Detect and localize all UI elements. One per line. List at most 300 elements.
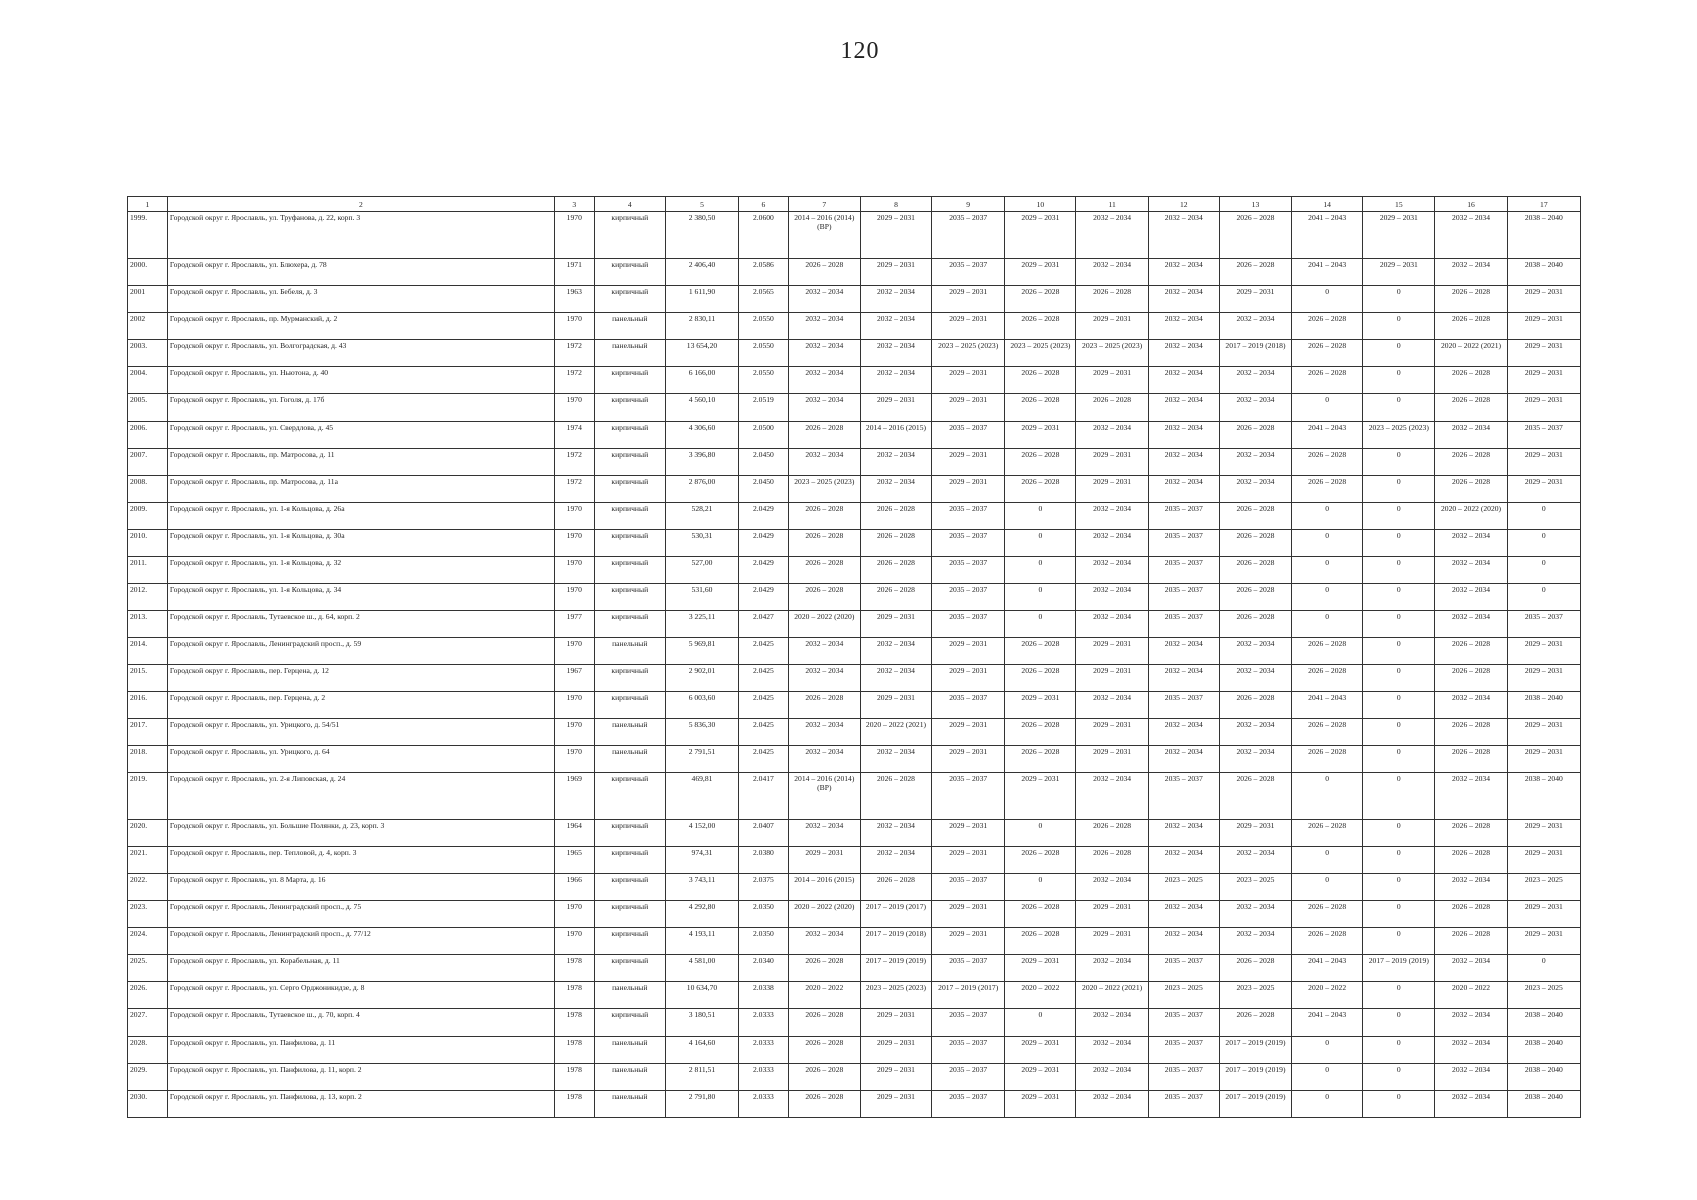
work-period-cell: 2029 – 2031 xyxy=(860,212,931,259)
work-period-cell: 2026 – 2028 xyxy=(1219,212,1291,259)
work-period-cell: 2032 – 2034 xyxy=(1076,421,1148,448)
address-cell: Городской округ г. Ярославль, ул. Большие Полянки, д. 23, корп. 3 xyxy=(167,820,554,847)
work-period-cell: 2035 – 2037 xyxy=(1148,691,1219,718)
work-period-cell: 0 xyxy=(1292,874,1363,901)
work-period-cell: 2032 – 2034 xyxy=(1435,1063,1507,1090)
work-period-cell: 2026 – 2028 xyxy=(1005,718,1076,745)
work-period-cell: 2029 – 2031 xyxy=(860,1090,931,1117)
work-period-cell: 2026 – 2028 xyxy=(1076,847,1148,874)
table-row xyxy=(128,529,1581,556)
area-cell: 6 166,00 xyxy=(665,367,738,394)
work-period-cell: 2032 – 2034 xyxy=(1435,610,1507,637)
row-number-cell: 2026. xyxy=(128,982,168,1009)
table-row xyxy=(128,928,1581,955)
work-period-cell: 2029 – 2031 xyxy=(1219,820,1291,847)
work-period-cell: 0 xyxy=(1363,718,1435,745)
work-period-cell: 0 xyxy=(1363,394,1435,421)
wall-material-cell: панельный xyxy=(594,340,665,367)
work-period-cell: 2026 – 2028 xyxy=(1005,637,1076,664)
address-cell: Городской округ г. Ярославль, Ленинградский просп., д. 77/12 xyxy=(167,928,554,955)
work-period-cell: 2032 – 2034 xyxy=(1076,1090,1148,1117)
table-row xyxy=(128,394,1581,421)
row-number-cell: 2027. xyxy=(128,1009,168,1036)
address-cell: Городской округ г. Ярославль, ул. Блюхера, д. 78 xyxy=(167,259,554,286)
work-period-cell: 2026 – 2028 xyxy=(1292,901,1363,928)
row-number-cell: 2004. xyxy=(128,367,168,394)
work-period-cell: 2032 – 2034 xyxy=(1148,421,1219,448)
work-period-cell: 2029 – 2031 xyxy=(932,448,1005,475)
row-number-cell: 2015. xyxy=(128,664,168,691)
work-period-cell: 2029 – 2031 xyxy=(860,1036,931,1063)
table-row xyxy=(128,259,1581,286)
work-period-cell: 0 xyxy=(1363,928,1435,955)
work-period-cell: 2029 – 2031 xyxy=(1076,448,1148,475)
work-period-cell: 2035 – 2037 xyxy=(1148,1090,1219,1117)
work-period-cell: 0 xyxy=(1507,955,1580,982)
work-period-cell: 2017 – 2019 (2019) xyxy=(860,955,931,982)
work-period-cell: 0 xyxy=(1363,820,1435,847)
work-period-cell: 0 xyxy=(1363,874,1435,901)
work-period-cell: 2023 – 2025 xyxy=(1507,982,1580,1009)
row-number-cell: 1999. xyxy=(128,212,168,259)
year-cell: 1978 xyxy=(554,1063,594,1090)
work-period-cell: 2032 – 2034 xyxy=(788,448,860,475)
work-period-cell: 2032 – 2034 xyxy=(860,820,931,847)
work-period-cell: 2032 – 2034 xyxy=(1219,448,1291,475)
work-period-cell: 2035 – 2037 xyxy=(1148,1009,1219,1036)
work-period-cell: 2041 – 2043 xyxy=(1292,259,1363,286)
work-period-cell: 2032 – 2034 xyxy=(860,367,931,394)
area-cell: 2 830,11 xyxy=(665,313,738,340)
work-period-cell: 2026 – 2028 xyxy=(860,772,931,819)
work-period-cell: 2020 – 2022 (2021) xyxy=(860,718,931,745)
work-period-cell: 2026 – 2028 xyxy=(1005,313,1076,340)
wall-material-cell: кирпичный xyxy=(594,286,665,313)
row-number-cell: 2016. xyxy=(128,691,168,718)
work-period-cell: 0 xyxy=(1292,1090,1363,1117)
work-period-cell: 0 xyxy=(1363,448,1435,475)
work-period-cell: 2035 – 2037 xyxy=(932,610,1005,637)
work-period-cell: 0 xyxy=(1005,583,1076,610)
area-cell: 4 581,00 xyxy=(665,955,738,982)
work-period-cell: 0 xyxy=(1363,610,1435,637)
table-body xyxy=(128,212,1581,1118)
work-period-cell: 2026 – 2028 xyxy=(1292,340,1363,367)
work-period-cell: 2035 – 2037 xyxy=(1148,556,1219,583)
work-period-cell: 2032 – 2034 xyxy=(1148,664,1219,691)
address-cell: Городской округ г. Ярославль, ул. Серго Орджоникидзе, д. 8 xyxy=(167,982,554,1009)
work-period-cell: 2032 – 2034 xyxy=(1076,529,1148,556)
year-cell: 1972 xyxy=(554,367,594,394)
coefficient-cell: 2.0427 xyxy=(739,610,789,637)
row-number-cell: 2030. xyxy=(128,1090,168,1117)
work-period-cell: 2038 – 2040 xyxy=(1507,1009,1580,1036)
work-period-cell: 2032 – 2034 xyxy=(1148,718,1219,745)
work-period-cell: 0 xyxy=(1363,502,1435,529)
work-period-cell: 2032 – 2034 xyxy=(788,313,860,340)
area-cell: 4 306,60 xyxy=(665,421,738,448)
work-period-cell: 2032 – 2034 xyxy=(1435,259,1507,286)
work-period-cell: 2035 – 2037 xyxy=(1148,610,1219,637)
year-cell: 1972 xyxy=(554,475,594,502)
housing-repair-schedule-table xyxy=(127,196,1581,1118)
row-number-cell: 2014. xyxy=(128,637,168,664)
work-period-cell: 2029 – 2031 xyxy=(1005,955,1076,982)
work-period-cell: 2026 – 2028 xyxy=(860,583,931,610)
wall-material-cell: панельный xyxy=(594,1090,665,1117)
year-cell: 1970 xyxy=(554,556,594,583)
work-period-cell: 0 xyxy=(1363,745,1435,772)
work-period-cell: 2032 – 2034 xyxy=(1148,448,1219,475)
work-period-cell: 2023 – 2025 (2023) xyxy=(932,340,1005,367)
work-period-cell: 2029 – 2031 xyxy=(1219,286,1291,313)
coefficient-cell: 2.0586 xyxy=(739,259,789,286)
work-period-cell: 2029 – 2031 xyxy=(1507,475,1580,502)
work-period-cell: 2032 – 2034 xyxy=(1435,1036,1507,1063)
table-row xyxy=(128,448,1581,475)
work-period-cell: 0 xyxy=(1005,556,1076,583)
address-cell: Городской округ г. Ярославль, ул. Урицкого, д. 64 xyxy=(167,745,554,772)
column-header: 1 xyxy=(128,197,168,212)
work-period-cell: 2026 – 2028 xyxy=(1435,367,1507,394)
coefficient-cell: 2.0333 xyxy=(739,1009,789,1036)
work-period-cell: 2029 – 2031 xyxy=(932,718,1005,745)
work-period-cell: 2035 – 2037 xyxy=(1148,955,1219,982)
work-period-cell: 2032 – 2034 xyxy=(788,394,860,421)
address-cell: Городской округ г. Ярославль, ул. Волгоградская, д. 43 xyxy=(167,340,554,367)
work-period-cell: 2029 – 2031 xyxy=(1363,212,1435,259)
work-period-cell: 2032 – 2034 xyxy=(788,340,860,367)
work-period-cell: 2032 – 2034 xyxy=(1148,820,1219,847)
work-period-cell: 0 xyxy=(1363,1036,1435,1063)
coefficient-cell: 2.0425 xyxy=(739,664,789,691)
work-period-cell: 2026 – 2028 xyxy=(1292,448,1363,475)
work-period-cell: 2029 – 2031 xyxy=(932,820,1005,847)
work-period-cell: 2026 – 2028 xyxy=(1005,475,1076,502)
work-period-cell: 2035 – 2037 xyxy=(1148,772,1219,819)
address-cell: Городской округ г. Ярославль, Ленинградский просп., д. 59 xyxy=(167,637,554,664)
work-period-cell: 2032 – 2034 xyxy=(1435,583,1507,610)
work-period-cell: 2023 – 2025 xyxy=(1148,874,1219,901)
year-cell: 1967 xyxy=(554,664,594,691)
work-period-cell: 0 xyxy=(1005,874,1076,901)
work-period-cell: 2017 – 2019 (2019) xyxy=(1219,1036,1291,1063)
wall-material-cell: кирпичный xyxy=(594,421,665,448)
work-period-cell: 2029 – 2031 xyxy=(1005,259,1076,286)
work-period-cell: 2038 – 2040 xyxy=(1507,772,1580,819)
row-number-cell: 2020. xyxy=(128,820,168,847)
work-period-cell: 2026 – 2028 xyxy=(1005,448,1076,475)
area-cell: 3 180,51 xyxy=(665,1009,738,1036)
work-period-cell: 2017 – 2019 (2017) xyxy=(860,901,931,928)
work-period-cell: 2020 – 2022 (2021) xyxy=(1435,340,1507,367)
work-period-cell: 2023 – 2025 (2023) xyxy=(1363,421,1435,448)
work-period-cell: 2023 – 2025 (2023) xyxy=(1076,340,1148,367)
work-period-cell: 2029 – 2031 xyxy=(932,847,1005,874)
wall-material-cell: кирпичный xyxy=(594,928,665,955)
column-header: 9 xyxy=(932,197,1005,212)
work-period-cell: 2032 – 2034 xyxy=(1219,637,1291,664)
work-period-cell: 2029 – 2031 xyxy=(860,1063,931,1090)
table-row xyxy=(128,212,1581,259)
coefficient-cell: 2.0450 xyxy=(739,448,789,475)
wall-material-cell: кирпичный xyxy=(594,610,665,637)
row-number-cell: 2011. xyxy=(128,556,168,583)
work-period-cell: 2026 – 2028 xyxy=(1292,367,1363,394)
year-cell: 1972 xyxy=(554,448,594,475)
work-period-cell: 2023 – 2025 xyxy=(1219,874,1291,901)
coefficient-cell: 2.0407 xyxy=(739,820,789,847)
table-row xyxy=(128,556,1581,583)
work-period-cell: 2029 – 2031 xyxy=(1005,1090,1076,1117)
work-period-cell: 2029 – 2031 xyxy=(1076,928,1148,955)
work-period-cell: 2026 – 2028 xyxy=(1292,820,1363,847)
work-period-cell: 2035 – 2037 xyxy=(932,259,1005,286)
coefficient-cell: 2.0333 xyxy=(739,1063,789,1090)
work-period-cell: 2032 – 2034 xyxy=(860,745,931,772)
work-period-cell: 2032 – 2034 xyxy=(1148,637,1219,664)
table-row xyxy=(128,847,1581,874)
row-number-cell: 2001 xyxy=(128,286,168,313)
work-period-cell: 2032 – 2034 xyxy=(1076,874,1148,901)
work-period-cell: 2026 – 2028 xyxy=(1005,664,1076,691)
wall-material-cell: кирпичный xyxy=(594,874,665,901)
work-period-cell: 0 xyxy=(1363,340,1435,367)
area-cell: 10 634,70 xyxy=(665,982,738,1009)
work-period-cell: 2029 – 2031 xyxy=(1507,664,1580,691)
work-period-cell: 2029 – 2031 xyxy=(932,901,1005,928)
column-header: 6 xyxy=(739,197,789,212)
work-period-cell: 2026 – 2028 xyxy=(1435,637,1507,664)
work-period-cell: 0 xyxy=(1363,691,1435,718)
area-cell: 3 396,80 xyxy=(665,448,738,475)
work-period-cell: 2026 – 2028 xyxy=(1005,928,1076,955)
address-cell: Городской округ г. Ярославль, ул. Панфилова, д. 11, корп. 2 xyxy=(167,1063,554,1090)
work-period-cell: 2026 – 2028 xyxy=(788,529,860,556)
row-number-cell: 2024. xyxy=(128,928,168,955)
work-period-cell: 2029 – 2031 xyxy=(1076,718,1148,745)
work-period-cell: 2029 – 2031 xyxy=(1507,928,1580,955)
work-period-cell: 2029 – 2031 xyxy=(1507,820,1580,847)
address-cell: Городской округ г. Ярославль, пер. Герцена, д. 12 xyxy=(167,664,554,691)
table-row xyxy=(128,583,1581,610)
work-period-cell: 0 xyxy=(1292,610,1363,637)
work-period-cell: 2032 – 2034 xyxy=(1148,286,1219,313)
work-period-cell: 0 xyxy=(1292,1063,1363,1090)
work-period-cell: 2032 – 2034 xyxy=(860,475,931,502)
table-row xyxy=(128,1009,1581,1036)
address-cell: Городской округ г. Ярославль, пр. Мурманский, д. 2 xyxy=(167,313,554,340)
work-period-cell: 2029 – 2031 xyxy=(932,664,1005,691)
area-cell: 974,31 xyxy=(665,847,738,874)
work-period-cell: 2029 – 2031 xyxy=(932,313,1005,340)
work-period-cell: 2026 – 2028 xyxy=(1219,529,1291,556)
work-period-cell: 2026 – 2028 xyxy=(860,529,931,556)
address-cell: Городской округ г. Ярославль, ул. 1-я Кольцова, д. 34 xyxy=(167,583,554,610)
work-period-cell: 2026 – 2028 xyxy=(1435,664,1507,691)
work-period-cell: 2032 – 2034 xyxy=(1219,394,1291,421)
area-cell: 2 791,51 xyxy=(665,745,738,772)
year-cell: 1974 xyxy=(554,421,594,448)
work-period-cell: 0 xyxy=(1005,610,1076,637)
work-period-cell: 2026 – 2028 xyxy=(788,556,860,583)
work-period-cell: 2029 – 2031 xyxy=(1076,664,1148,691)
work-period-cell: 0 xyxy=(1292,394,1363,421)
work-period-cell: 0 xyxy=(1292,286,1363,313)
table-header-row xyxy=(128,197,1581,212)
table-row xyxy=(128,340,1581,367)
address-cell: Городской округ г. Ярославль, ул. 2-я Липовская, д. 24 xyxy=(167,772,554,819)
work-period-cell: 2035 – 2037 xyxy=(932,502,1005,529)
coefficient-cell: 2.0375 xyxy=(739,874,789,901)
work-period-cell: 2032 – 2034 xyxy=(860,286,931,313)
work-period-cell: 2026 – 2028 xyxy=(1292,664,1363,691)
wall-material-cell: панельный xyxy=(594,718,665,745)
work-period-cell: 2035 – 2037 xyxy=(932,955,1005,982)
work-period-cell: 2026 – 2028 xyxy=(1219,955,1291,982)
coefficient-cell: 2.0429 xyxy=(739,529,789,556)
work-period-cell: 2026 – 2028 xyxy=(860,874,931,901)
table-row xyxy=(128,1036,1581,1063)
address-cell: Городской округ г. Ярославль, ул. 8 Марта, д. 16 xyxy=(167,874,554,901)
work-period-cell: 2014 – 2016 (2014) (ВР) xyxy=(788,212,860,259)
coefficient-cell: 2.0500 xyxy=(739,421,789,448)
work-period-cell: 2023 – 2025 xyxy=(1219,982,1291,1009)
coefficient-cell: 2.0550 xyxy=(739,340,789,367)
wall-material-cell: кирпичный xyxy=(594,772,665,819)
table-row xyxy=(128,691,1581,718)
work-period-cell: 2029 – 2031 xyxy=(1005,691,1076,718)
work-period-cell: 2035 – 2037 xyxy=(932,1090,1005,1117)
area-cell: 4 193,11 xyxy=(665,928,738,955)
work-period-cell: 2032 – 2034 xyxy=(860,637,931,664)
wall-material-cell: кирпичный xyxy=(594,212,665,259)
row-number-cell: 2022. xyxy=(128,874,168,901)
work-period-cell: 2026 – 2028 xyxy=(1219,259,1291,286)
work-period-cell: 0 xyxy=(1363,529,1435,556)
area-cell: 4 152,00 xyxy=(665,820,738,847)
area-cell: 2 902,01 xyxy=(665,664,738,691)
work-period-cell: 2032 – 2034 xyxy=(1435,874,1507,901)
area-cell: 469,81 xyxy=(665,772,738,819)
work-period-cell: 2026 – 2028 xyxy=(1435,820,1507,847)
work-period-cell: 2020 – 2022 xyxy=(1292,982,1363,1009)
column-header: 13 xyxy=(1219,197,1291,212)
year-cell: 1970 xyxy=(554,691,594,718)
coefficient-cell: 2.0450 xyxy=(739,475,789,502)
work-period-cell: 2032 – 2034 xyxy=(1076,1036,1148,1063)
work-period-cell: 0 xyxy=(1363,1090,1435,1117)
row-number-cell: 2008. xyxy=(128,475,168,502)
work-period-cell: 2029 – 2031 xyxy=(1507,637,1580,664)
work-period-cell: 2029 – 2031 xyxy=(1507,718,1580,745)
work-period-cell: 2029 – 2031 xyxy=(1507,901,1580,928)
work-period-cell: 0 xyxy=(1005,1009,1076,1036)
work-period-cell: 0 xyxy=(1005,529,1076,556)
work-period-cell: 2026 – 2028 xyxy=(1435,286,1507,313)
work-period-cell: 2029 – 2031 xyxy=(1076,313,1148,340)
row-number-cell: 2009. xyxy=(128,502,168,529)
work-period-cell: 2026 – 2028 xyxy=(788,502,860,529)
work-period-cell: 2032 – 2034 xyxy=(1435,421,1507,448)
address-cell: Городской округ г. Ярославль, ул. Урицкого, д. 54/51 xyxy=(167,718,554,745)
work-period-cell: 2032 – 2034 xyxy=(1076,583,1148,610)
column-header: 2 xyxy=(167,197,554,212)
wall-material-cell: кирпичный xyxy=(594,475,665,502)
work-period-cell: 2026 – 2028 xyxy=(1005,394,1076,421)
work-period-cell: 2032 – 2034 xyxy=(1435,212,1507,259)
work-period-cell: 0 xyxy=(1507,583,1580,610)
work-period-cell: 2026 – 2028 xyxy=(1005,286,1076,313)
work-period-cell: 2032 – 2034 xyxy=(1148,367,1219,394)
work-period-cell: 2017 – 2019 (2018) xyxy=(860,928,931,955)
work-period-cell: 2032 – 2034 xyxy=(1219,847,1291,874)
year-cell: 1978 xyxy=(554,1036,594,1063)
work-period-cell: 2026 – 2028 xyxy=(1219,1009,1291,1036)
work-period-cell: 2032 – 2034 xyxy=(1148,259,1219,286)
work-period-cell: 0 xyxy=(1507,556,1580,583)
work-period-cell: 2029 – 2031 xyxy=(1005,772,1076,819)
address-cell: Городской округ г. Ярославль, ул. 1-я Кольцова, д. 30а xyxy=(167,529,554,556)
work-period-cell: 2026 – 2028 xyxy=(1219,502,1291,529)
work-period-cell: 2026 – 2028 xyxy=(1219,421,1291,448)
work-period-cell: 2035 – 2037 xyxy=(1148,1036,1219,1063)
work-period-cell: 2032 – 2034 xyxy=(1148,394,1219,421)
work-period-cell: 2026 – 2028 xyxy=(1219,583,1291,610)
wall-material-cell: панельный xyxy=(594,1036,665,1063)
work-period-cell: 2029 – 2031 xyxy=(1507,313,1580,340)
row-number-cell: 2029. xyxy=(128,1063,168,1090)
table-row xyxy=(128,367,1581,394)
column-header: 8 xyxy=(860,197,931,212)
table-row xyxy=(128,718,1581,745)
row-number-cell: 2007. xyxy=(128,448,168,475)
table-row xyxy=(128,286,1581,313)
area-cell: 531,60 xyxy=(665,583,738,610)
work-period-cell: 2023 – 2025 (2023) xyxy=(788,475,860,502)
coefficient-cell: 2.0333 xyxy=(739,1090,789,1117)
work-period-cell: 2029 – 2031 xyxy=(1076,475,1148,502)
work-period-cell: 2029 – 2031 xyxy=(932,928,1005,955)
year-cell: 1970 xyxy=(554,745,594,772)
work-period-cell: 0 xyxy=(1363,556,1435,583)
work-period-cell: 0 xyxy=(1005,820,1076,847)
work-period-cell: 2032 – 2034 xyxy=(1219,928,1291,955)
work-period-cell: 2026 – 2028 xyxy=(1076,286,1148,313)
work-period-cell: 2041 – 2043 xyxy=(1292,1009,1363,1036)
work-period-cell: 2032 – 2034 xyxy=(1148,928,1219,955)
row-number-cell: 2003. xyxy=(128,340,168,367)
work-period-cell: 2017 – 2019 (2019) xyxy=(1219,1090,1291,1117)
work-period-cell: 2035 – 2037 xyxy=(1148,583,1219,610)
address-cell: Городской округ г. Ярославль, ул. Свердлова, д. 45 xyxy=(167,421,554,448)
work-period-cell: 2032 – 2034 xyxy=(1435,556,1507,583)
address-cell: Городской округ г. Ярославль, ул. Труфанова, д. 22, корп. 3 xyxy=(167,212,554,259)
area-cell: 2 791,80 xyxy=(665,1090,738,1117)
work-period-cell: 2029 – 2031 xyxy=(860,259,931,286)
work-period-cell: 2041 – 2043 xyxy=(1292,421,1363,448)
work-period-cell: 2029 – 2031 xyxy=(1507,745,1580,772)
work-period-cell: 2029 – 2031 xyxy=(1507,847,1580,874)
work-period-cell: 2026 – 2028 xyxy=(1292,637,1363,664)
work-period-cell: 2035 – 2037 xyxy=(1148,1063,1219,1090)
table-row xyxy=(128,637,1581,664)
coefficient-cell: 2.0600 xyxy=(739,212,789,259)
table-row xyxy=(128,1063,1581,1090)
work-period-cell: 0 xyxy=(1292,583,1363,610)
coefficient-cell: 2.0340 xyxy=(739,955,789,982)
work-period-cell: 2020 – 2022 (2020) xyxy=(788,901,860,928)
